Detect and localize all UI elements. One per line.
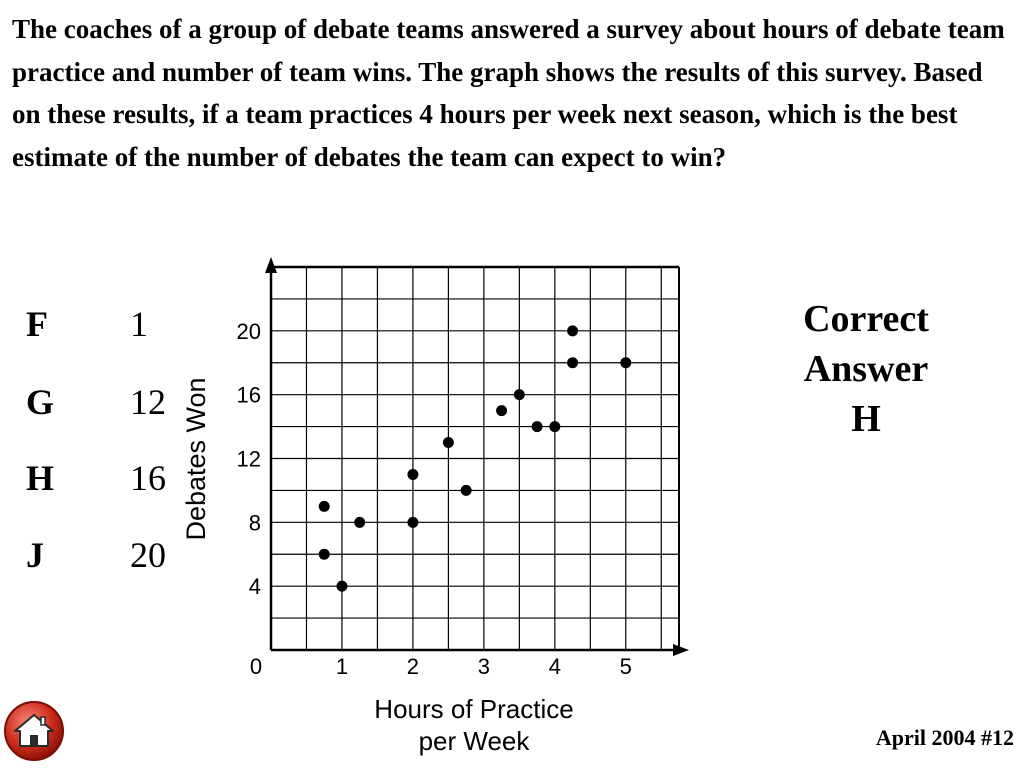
x-tick-label: 3 [477,654,490,679]
answer-line-2: Answer [803,348,929,390]
data-point [319,549,330,560]
y-axis-arrow [265,257,277,273]
choice-value-h: 16 [130,458,166,498]
y-tick-label: 12 [236,446,261,472]
x-axis-label-line-2: per Week [418,726,530,756]
choice-letter-h: H [26,458,55,498]
y-tick-label: 4 [248,574,261,600]
y-tick-label: 20 [236,318,261,344]
question-text: The coaches of a group of debate teams answered a survey about hours of debate team practice and number of team wins. The graph shows the results of this survey. Based on these results, if a team practices 4 hours per week next season, which is the best estimate of the number of debates the team can expect to win? [12,14,1005,172]
data-point [354,517,365,528]
y-tick-label: 8 [248,510,261,536]
data-point [461,485,472,496]
data-point [549,421,560,432]
data-point [567,357,578,368]
x-tick-label: 5 [619,654,632,679]
x-tick-label: 4 [548,654,561,679]
data-point [443,437,454,448]
home-button[interactable] [3,700,65,762]
y-tick-label: 16 [236,382,261,408]
answer-line-1: Correct [803,298,929,340]
x-tick-label: 0 [249,654,263,679]
choice-value-f: 1 [130,304,148,344]
choice-value-g: 12 [130,382,166,422]
data-point [496,405,507,416]
data-point [336,581,347,592]
x-axis-arrow [673,644,689,656]
chart-grid [271,267,679,650]
choice-letter-f: F [26,304,48,344]
choice-value-j: 20 [130,535,166,575]
answer-letter: H [851,398,881,440]
x-tick-label: 2 [406,654,420,679]
choice-letter-g: G [26,382,55,422]
data-point [532,421,543,432]
footer-label: April 2004 #12 [875,725,1014,750]
y-axis-label: Debates Won [181,377,211,541]
data-point [319,501,330,512]
choice-letter-j: J [26,535,44,575]
x-axis-label-line-1: Hours of Practice [374,694,574,724]
x-tick-label: 1 [335,654,349,679]
data-point [407,469,418,480]
data-point [407,517,418,528]
data-point [567,325,578,336]
data-point [620,357,631,368]
data-point [514,389,525,400]
home-icon [3,700,65,762]
chart-tick-labels [237,319,632,679]
